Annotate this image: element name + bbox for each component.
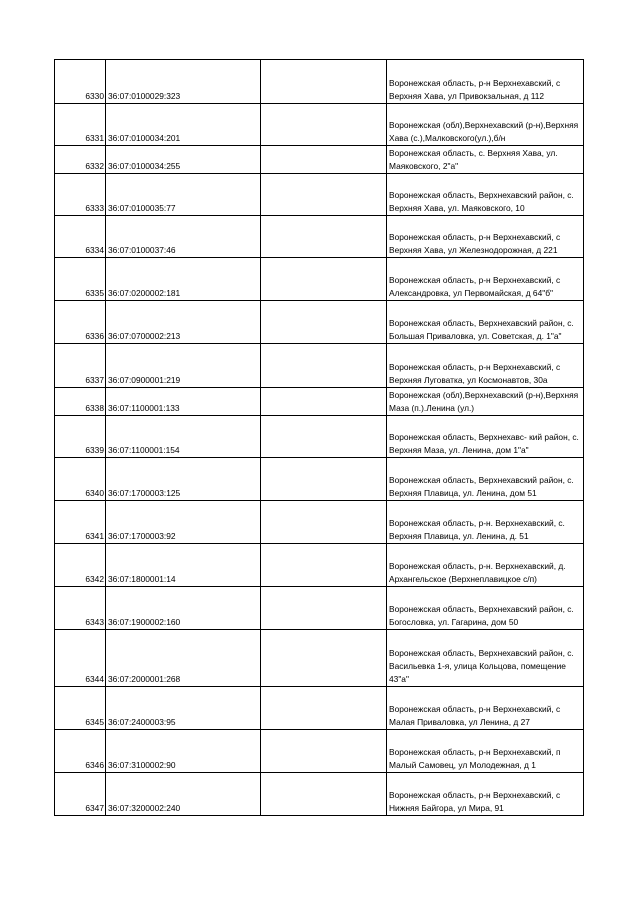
cadastral-number: 36:07:1800001:14	[106, 544, 261, 587]
empty-cell	[261, 216, 387, 258]
row-number: 6337	[55, 344, 106, 388]
row-number: 6332	[55, 146, 106, 174]
empty-cell	[261, 773, 387, 816]
address-cell: Воронежская (обл),Верхнехавский (р-н),Верхняя Хава (с.),Малковского(ул.),б/н	[387, 104, 584, 146]
table-row	[55, 773, 584, 816]
table-row	[55, 301, 584, 344]
table-row	[55, 104, 584, 146]
table-row	[55, 416, 584, 458]
address-cell: Воронежская область, р-н Верхнехавский, с Верхняя Хава, ул Железнодорожная, д 221	[387, 216, 584, 258]
row-number: 6345	[55, 687, 106, 730]
empty-cell	[261, 344, 387, 388]
table-row	[55, 60, 584, 104]
row-number: 6344	[55, 630, 106, 687]
empty-cell	[261, 687, 387, 730]
cadastral-number: 36:07:0100034:255	[106, 146, 261, 174]
empty-cell	[261, 388, 387, 416]
address-cell: Воронежская область, Верхнехавский район, с. Васильевка 1-я, улица Кольцова, помещение 43"а"	[387, 630, 584, 687]
cadastral-number: 36:07:1100001:154	[106, 416, 261, 458]
row-number: 6333	[55, 174, 106, 216]
table-row	[55, 458, 584, 501]
empty-cell	[261, 587, 387, 630]
address-cell: Воронежская область, р-н. Верхнехавский, д. Архангельское (Верхнеплавицкое с/п)	[387, 544, 584, 587]
address-cell: Воронежская область, с. Верхняя Хава, ул. Маяковского, 2"а"	[387, 146, 584, 174]
address-cell: Воронежская область, р-н Верхнехавский, с Верхняя Луговатка, ул Космонавтов, 30а	[387, 344, 584, 388]
table-row	[55, 687, 584, 730]
address-cell: Воронежская область, Верхнехавс- кий район, с. Верхняя Маза, ул. Ленина, дом 1"а"	[387, 416, 584, 458]
empty-cell	[261, 258, 387, 301]
cadastral-number: 36:07:0200002:181	[106, 258, 261, 301]
address-cell: Воронежская область, Верхнехавский район, с. Богословка, ул. Гагарина, дом 50	[387, 587, 584, 630]
cadastral-number: 36:07:1700003:125	[106, 458, 261, 501]
cadastral-number: 36:07:0100037:46	[106, 216, 261, 258]
empty-cell	[261, 458, 387, 501]
cadastral-number: 36:07:0100034:201	[106, 104, 261, 146]
table-row	[55, 630, 584, 687]
address-cell: Воронежская область, р-н. Верхнехавский, с. Верхняя Плавица, ул. Ленина, д. 51	[387, 501, 584, 544]
table-row	[55, 587, 584, 630]
address-cell: Воронежская область, Верхнехавский район, с. Верхняя Хава, ул. Маяковского, 10	[387, 174, 584, 216]
empty-cell	[261, 730, 387, 773]
cadastral-number: 36:07:1900002:160	[106, 587, 261, 630]
empty-cell	[261, 544, 387, 587]
address-cell: Воронежская область, р-н Верхнехавский, с Александровка, ул Первомайская, д 64"б"	[387, 258, 584, 301]
empty-cell	[261, 146, 387, 174]
table-row	[55, 730, 584, 773]
cadastral-number: 36:07:3200002:240	[106, 773, 261, 816]
row-number: 6330	[55, 60, 106, 104]
empty-cell	[261, 60, 387, 104]
empty-cell	[261, 630, 387, 687]
empty-cell	[261, 416, 387, 458]
cadastral-number: 36:07:1700003:92	[106, 501, 261, 544]
cadastral-number: 36:07:0900001:219	[106, 344, 261, 388]
row-number: 6347	[55, 773, 106, 816]
empty-cell	[261, 301, 387, 344]
registry-table-body	[55, 60, 584, 816]
row-number: 6341	[55, 501, 106, 544]
row-number: 6336	[55, 301, 106, 344]
address-cell: Воронежская область, Верхнехавский район, с. Большая Приваловка, ул. Советская, д. 1"а"	[387, 301, 584, 344]
row-number: 6340	[55, 458, 106, 501]
cadastral-number: 36:07:2400003:95	[106, 687, 261, 730]
row-number: 6339	[55, 416, 106, 458]
cadastral-number: 36:07:1100001:133	[106, 388, 261, 416]
address-cell: Воронежская область, Верхнехавский район, с. Верхняя Плавица, ул. Ленина, дом 51	[387, 458, 584, 501]
address-cell: Воронежская область, р-н Верхнехавский, п Малый Самовец, ул Молодежная, д 1	[387, 730, 584, 773]
empty-cell	[261, 501, 387, 544]
row-number: 6342	[55, 544, 106, 587]
table-row	[55, 174, 584, 216]
cadastral-number: 36:07:0700002:213	[106, 301, 261, 344]
cadastral-number: 36:07:0100035:77	[106, 174, 261, 216]
table-row	[55, 146, 584, 174]
table-row	[55, 501, 584, 544]
address-cell: Воронежская область, р-н Верхнехавский, с Верхняя Хава, ул Привокзальная, д 112	[387, 60, 584, 104]
row-number: 6334	[55, 216, 106, 258]
empty-cell	[261, 174, 387, 216]
registry-table	[54, 59, 584, 816]
row-number: 6346	[55, 730, 106, 773]
empty-cell	[261, 104, 387, 146]
address-cell: Воронежская область, р-н Верхнехавский, с Малая Приваловка, ул Ленина, д 27	[387, 687, 584, 730]
row-number: 6335	[55, 258, 106, 301]
row-number: 6331	[55, 104, 106, 146]
table-row	[55, 544, 584, 587]
row-number: 6343	[55, 587, 106, 630]
cadastral-number: 36:07:0100029:323	[106, 60, 261, 104]
table-row	[55, 388, 584, 416]
table-row	[55, 344, 584, 388]
address-cell: Воронежская (обл),Верхнехавский (р-н),Верхняя Маза (п.).Ленина (ул.)	[387, 388, 584, 416]
table-row	[55, 216, 584, 258]
cadastral-number: 36:07:2000001:268	[106, 630, 261, 687]
table-row	[55, 258, 584, 301]
address-cell: Воронежская область, р-н Верхнехавский, с Нижняя Байгора, ул Мира, 91	[387, 773, 584, 816]
cadastral-number: 36:07:3100002:90	[106, 730, 261, 773]
row-number: 6338	[55, 388, 106, 416]
